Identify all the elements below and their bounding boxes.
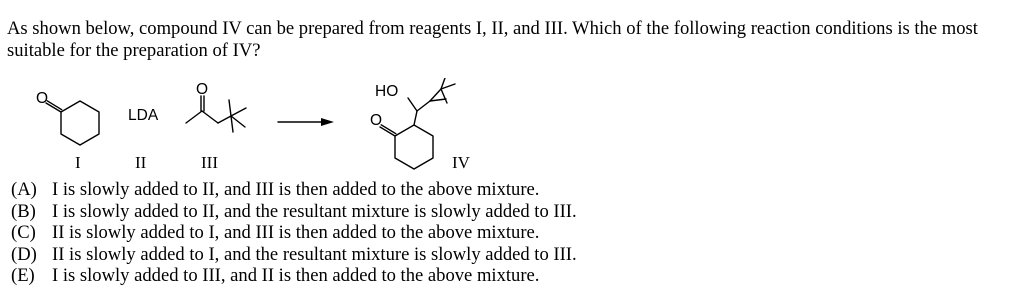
compound-label-ii: II <box>135 153 147 172</box>
answer-options <box>11 179 577 287</box>
option-d[interactable] <box>11 244 577 266</box>
option-text: I is slowly added to II, and the resultant mixture is slowly added to III. <box>52 200 577 222</box>
option-letter: (E) <box>11 265 35 287</box>
compound-label-i: I <box>75 153 81 172</box>
compound-iii-oxygen-label: O <box>196 81 209 98</box>
option-b[interactable] <box>11 201 577 223</box>
option-text: I is slowly added to III, and II is then added to the above mixture. <box>52 265 540 287</box>
option-c[interactable] <box>11 222 577 244</box>
option-e[interactable] <box>11 265 577 287</box>
reaction-scheme <box>0 78 1024 188</box>
compound-i-oxygen-label: O <box>36 90 49 107</box>
option-letter: (C) <box>11 222 36 244</box>
compound-iv-oxygen-label: O <box>370 112 383 129</box>
compound-iii-structure <box>186 96 246 132</box>
option-a[interactable] <box>11 179 577 201</box>
question-text: As shown below, compound IV can be prepared from reagents I, II, and III. Which of the following reaction conditions is the most suitable for the preparation of IV? <box>7 18 978 61</box>
hydroxyl-label: HO <box>375 83 399 100</box>
arrow-head <box>321 118 334 126</box>
option-text: II is slowly added to I, and the resultant mixture is slowly added to III. <box>52 243 577 265</box>
option-text: I is slowly added to II, and III is then added to the above mixture. <box>52 179 540 200</box>
compound-label-iii: III <box>201 153 218 172</box>
reagent-ii-lda-label: LDA <box>128 107 159 124</box>
option-letter: (A) <box>11 179 37 200</box>
compound-label-iv: IV <box>452 153 470 172</box>
option-letter: (B) <box>11 200 36 222</box>
compound-i-structure <box>46 101 99 145</box>
reaction-scheme-drawing <box>0 78 1024 188</box>
option-text: II is slowly added to I, and III is then added to the above mixture. <box>52 222 540 244</box>
option-letter: (D) <box>11 243 37 265</box>
